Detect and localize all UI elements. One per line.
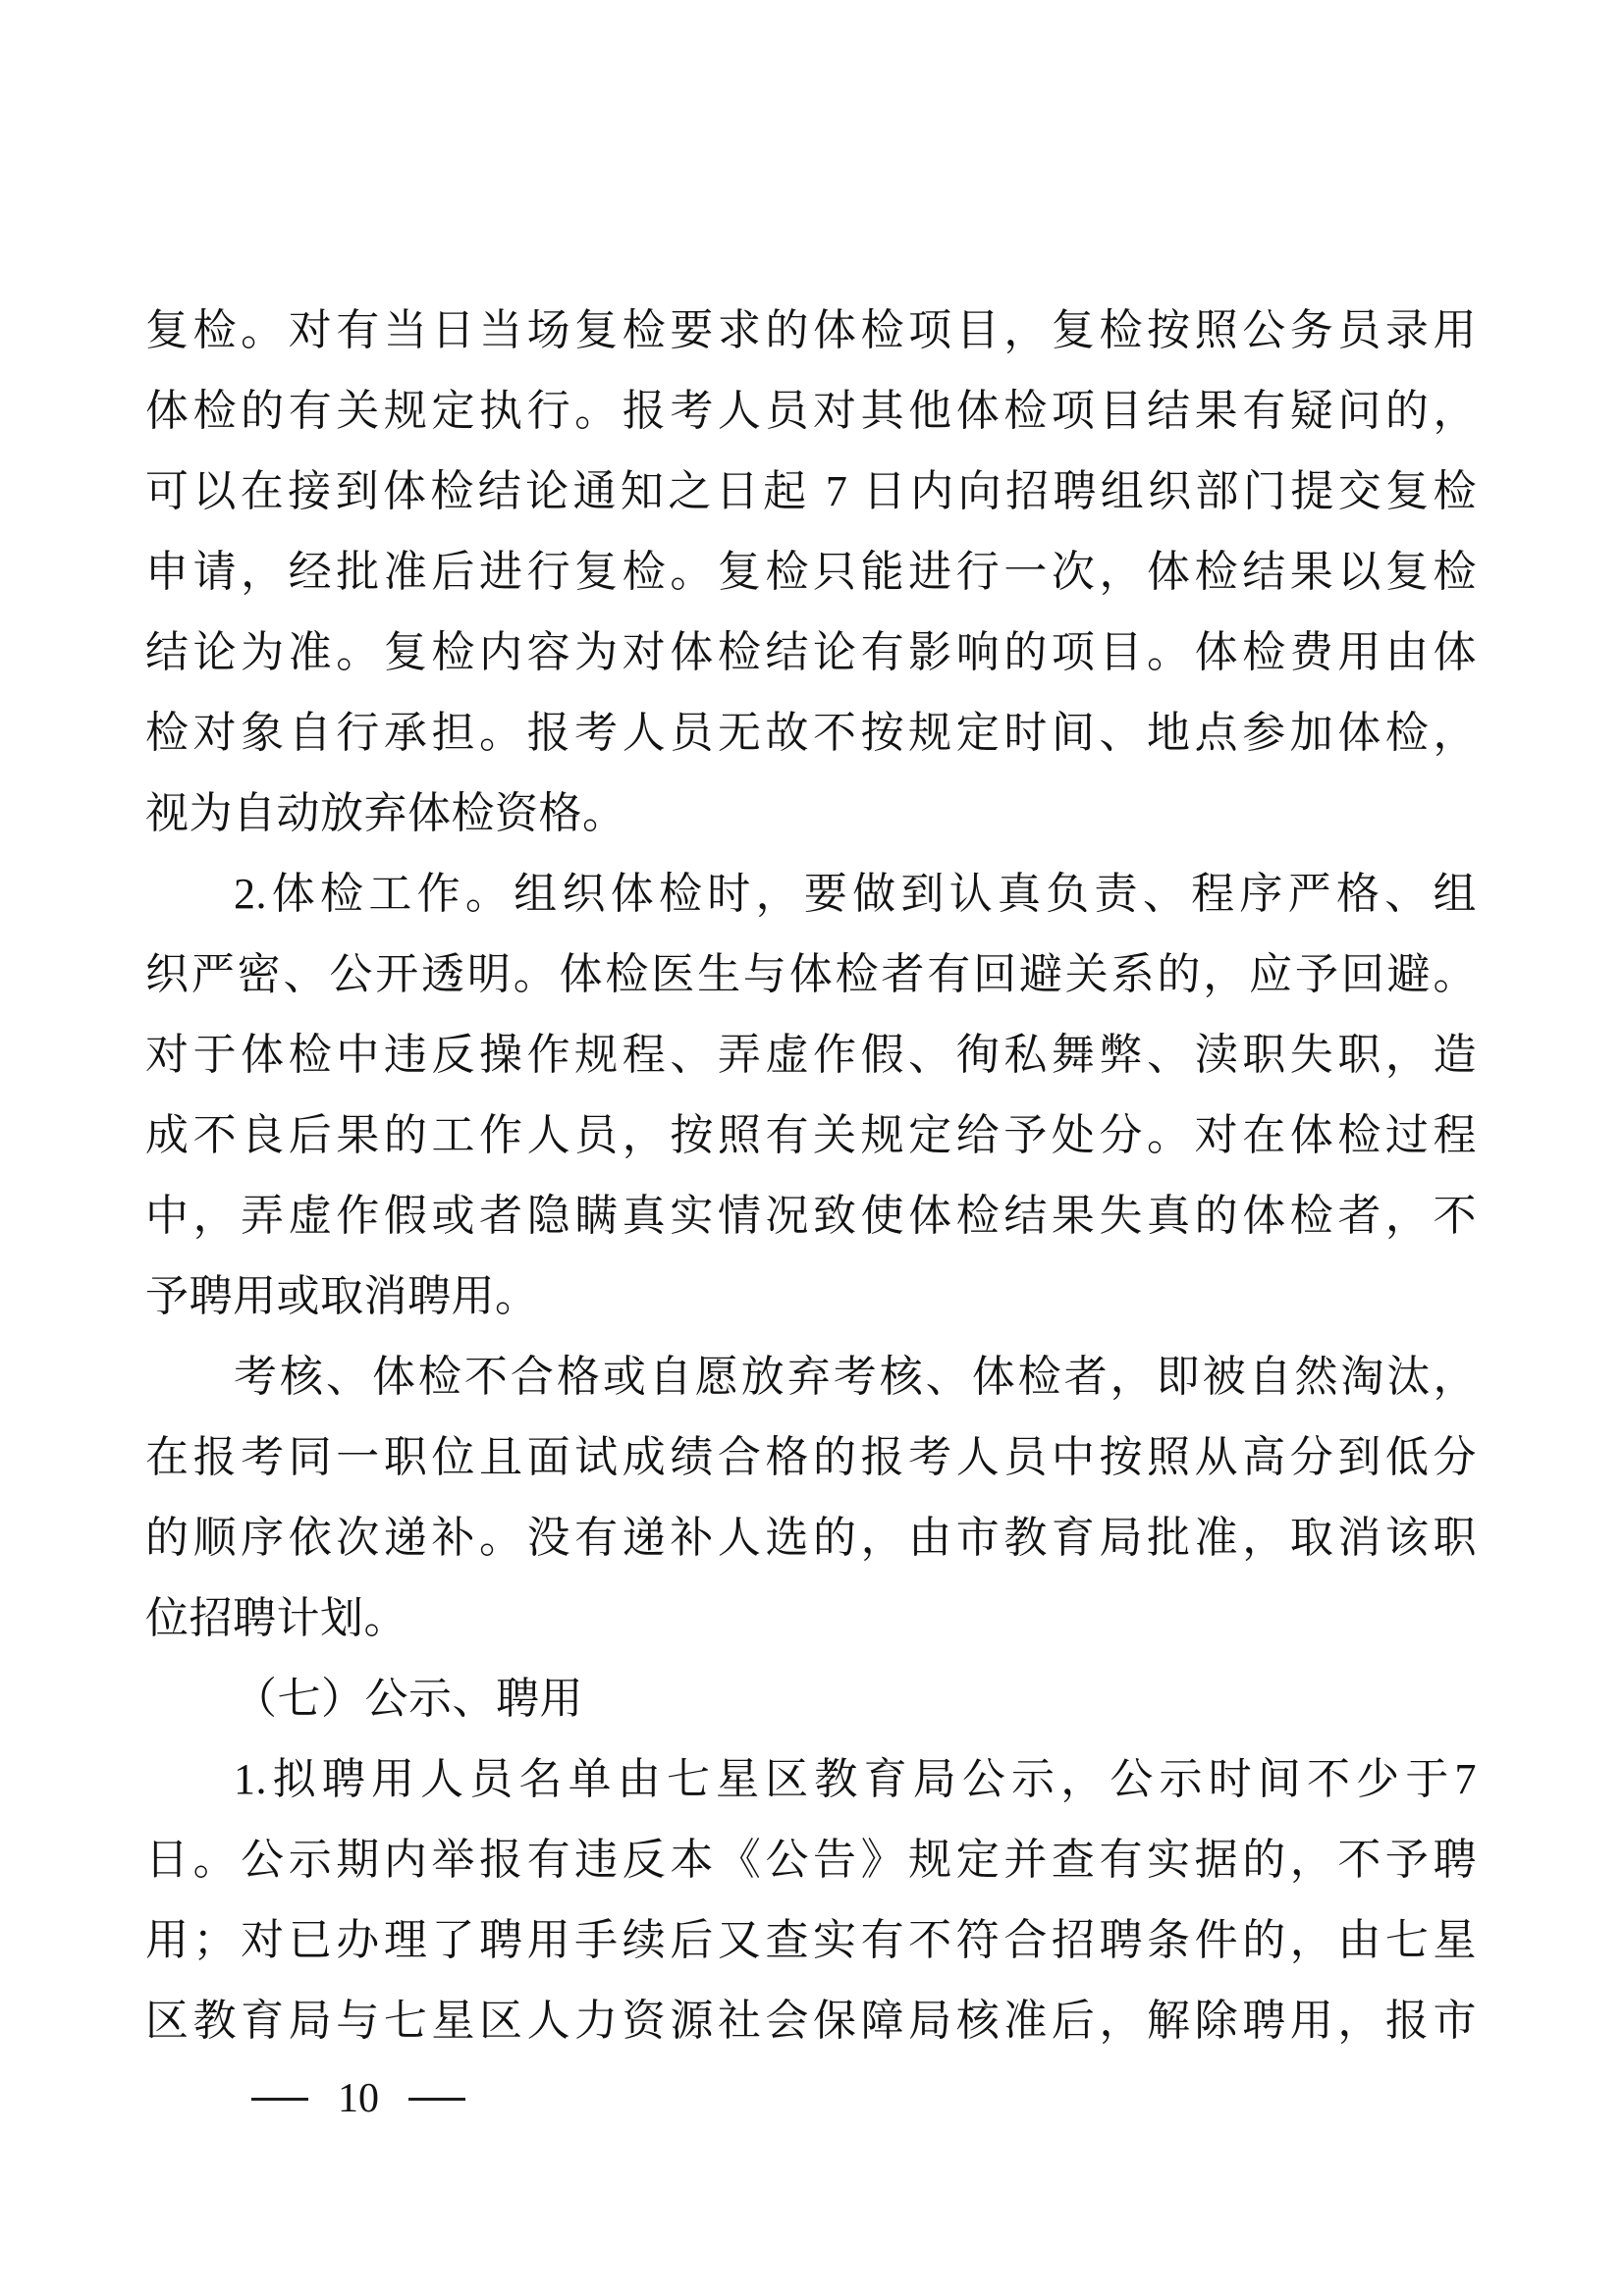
text-line: 成不良后果的工作人员，按照有关规定给予处分。对在体检过程 [145,1111,1477,1159]
text-line: 区教育局与七星区人力资源社会保障局核准后，解除聘用，报市 [145,1997,1477,2045]
footer-dash-right [408,2098,465,2101]
text-line: 用；对已办理了聘用手续后又查实有不符合招聘条件的，由七星 [145,1916,1477,1964]
text-line: 予聘用或取消聘用。 [145,1272,539,1320]
text-line: 视为自动放弃体检资格。 [145,789,626,837]
text-line: 申请，经批准后进行复检。复检只能进行一次，体检结果以复检 [145,548,1477,596]
text-line: 位招聘计划。 [145,1594,407,1642]
text-line: 复检。对有当日当场复检要求的体检项目，复检按照公务员录用 [145,306,1477,354]
text-line: 可以在接到体检结论通知之日起 7 日内向招聘组织部门提交复检 [145,467,1477,515]
text-line: 在报考同一职位且面试成绩合格的报考人员中按照从高分到低分 [145,1433,1477,1481]
text-line: 检对象自行承担。报考人员无故不按规定时间、地点参加体检， [145,709,1477,757]
text-line: 考核、体检不合格或自愿放弃考核、体检者，即被自然淘汰， [234,1353,1477,1401]
page-number: 10 [338,2076,379,2121]
text-line: 对于体检中违反操作规程、弄虚作假、徇私舞弊、渎职失职，造 [145,1031,1477,1079]
section-heading: （七）公示、聘用 [234,1675,583,1723]
text-line: 体检的有关规定执行。报考人员对其他体检项目结果有疑问的， [145,387,1477,435]
text-line: 织严密、公开透明。体检医生与体检者有回避关系的，应予回避。 [145,950,1477,998]
page-footer [251,2067,465,2130]
text-line: 中，弄虚作假或者隐瞒真实情况致使体检结果失真的体检者，不 [145,1192,1477,1240]
text-line: 日。公示期内举报有违反本《公告》规定并查有实据的，不予聘 [145,1836,1477,1884]
text-line: 结论为准。复检内容为对体检结论有影响的项目。体检费用由体 [145,628,1477,676]
text-line: 2.体检工作。组织体检时，要做到认真负责、程序严格、组 [234,870,1477,918]
document-body [145,291,1477,2061]
text-line: 1.拟聘用人员名单由七星区教育局公示，公示时间不少于7 [234,1755,1477,1803]
footer-dash-left [251,2098,308,2101]
text-line: 的顺序依次递补。没有递补人选的，由市教育局批准，取消该职 [145,1514,1477,1562]
